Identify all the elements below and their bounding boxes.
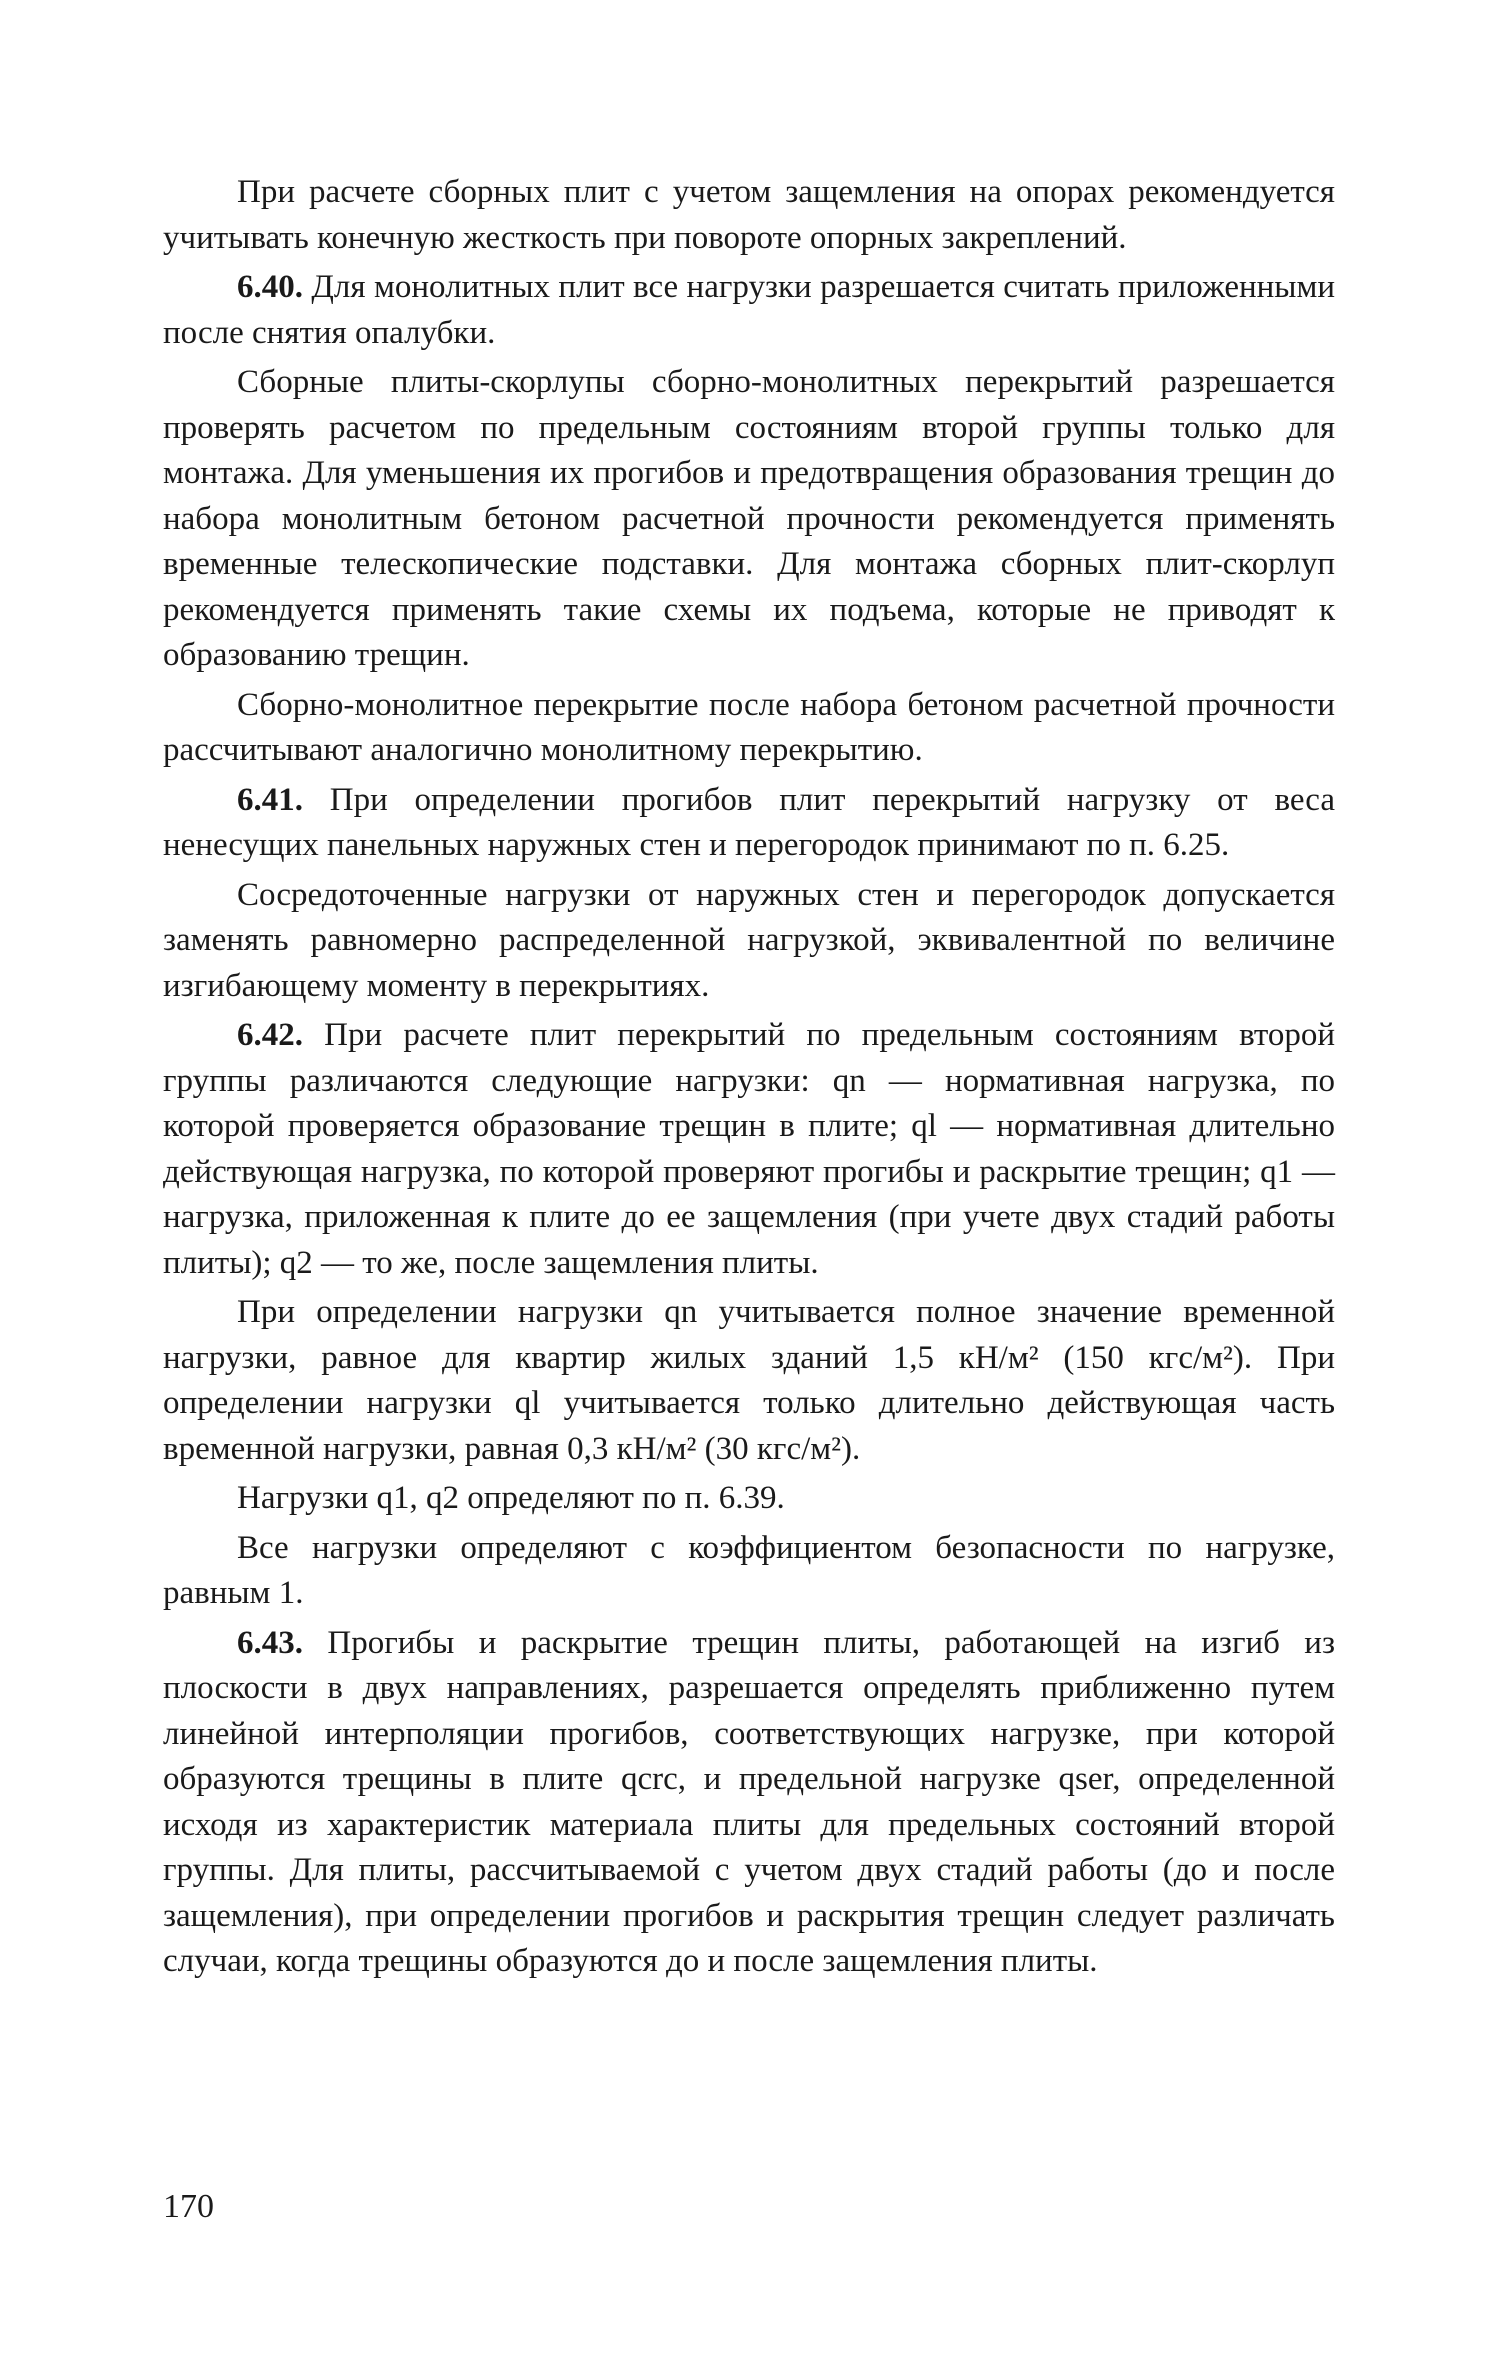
- paragraph-6: [163, 873, 1335, 1010]
- paragraph-3: [163, 360, 1335, 679]
- paragraph-text: При расчете плит перекрытий по предельным состояниям второй группы различаются следующие нагрузки: qn — нормативная нагрузка, по которой проверяется образование трещин в плите; ql — нормативная длительно действующая нагрузка, по которой проверяют прогибы и раскрытие трещин; q1 — нагрузка, приложенная к плите до ее защемления (при учете двух стадий работы плиты); q2 — то же, после защемления плиты.: [163, 1017, 1335, 1281]
- paragraph-7: [163, 1013, 1335, 1286]
- paragraph-2: [163, 265, 1335, 356]
- paragraph-1: [163, 170, 1335, 261]
- clause-number: 6.43.: [237, 1624, 303, 1661]
- paragraph-text: Все нагрузки определяют с коэффициентом безопасности по нагрузке, равным 1.: [163, 1529, 1335, 1611]
- paragraph-10: [163, 1526, 1335, 1617]
- clause-number: 6.41.: [237, 781, 303, 818]
- paragraph-text: Сосредоточенные нагрузки от наружных стен и перегородок допускается заменять равномерно распределенной нагрузкой, эквивалентной по величине изгибающему моменту в перекрытиях.: [163, 876, 1335, 1004]
- paragraph-text: Сборные плиты-скорлупы сборно-монолитных перекрытий разрешается проверять расчетом по предельным состояниям второй группы только для монтажа. Для уменьшения их прогибов и предотвращения образования трещин до набора монолитным бетоном расчетной прочности рекомендуется применять временные телескопические подставки. Для монтажа сборных плит-скорлуп рекомендуется применять такие схемы их подъема, которые не приводят к образованию трещин.: [163, 364, 1335, 673]
- page-number: 170: [163, 2188, 214, 2225]
- paragraph-text: При определении нагрузки qn учитывается полное значение временной нагрузки, равное для квартир жилых зданий 1,5 кН/м² (150 кгс/м²). При определении нагрузки ql учитывается только длительно действующая часть временной нагрузки, равная 0,3 кН/м² (30 кгс/м²).: [163, 1294, 1335, 1467]
- paragraph-text: Сборно-монолитное перекрытие после набора бетоном расчетной прочности рассчитывают аналогично монолитному перекрытию.: [163, 686, 1335, 768]
- paragraph-text: Для монолитных плит все нагрузки разрешается считать приложенными после снятия опалубки.: [163, 269, 1335, 351]
- clause-number: 6.42.: [237, 1017, 303, 1053]
- paragraph-9: [163, 1476, 1335, 1522]
- paragraph-text: Нагрузки q1, q2 определяют по п. 6.39.: [237, 1480, 785, 1516]
- paragraph-text: Прогибы и раскрытие трещин плиты, работающей на изгиб из плоскости в двух направлениях, разрешается определять приближенно путем линейной интерполяции прогибов, соответствующих нагрузке, при которой образуются трещины в плите qcrc, и предельной нагрузке qser, определенной исходя из характеристик материала плиты для предельных состояний второй группы. Для плиты, рассчитываемой с учетом двух стадий работы (до и после защемления), при определении прогибов и раскрытия трещин следует различать случаи, когда трещины образуются до и после защемления плиты.: [163, 1624, 1335, 1979]
- paragraph-5: [163, 778, 1335, 869]
- paragraph-4: [163, 683, 1335, 774]
- paragraph-8: [163, 1290, 1335, 1472]
- paragraph-text: При определении прогибов плит перекрытий нагрузку от веса ненесущих панельных наружных стен и перегородок принимают по п. 6.25.: [163, 781, 1335, 863]
- clause-number: 6.40.: [237, 269, 303, 305]
- page-body: [163, 170, 1335, 1989]
- paragraph-11: [163, 1621, 1335, 1985]
- paragraph-text: При расчете сборных плит с учетом защемления на опорах рекомендуется учитывать конечную жесткость при повороте опорных закреплений.: [163, 174, 1335, 256]
